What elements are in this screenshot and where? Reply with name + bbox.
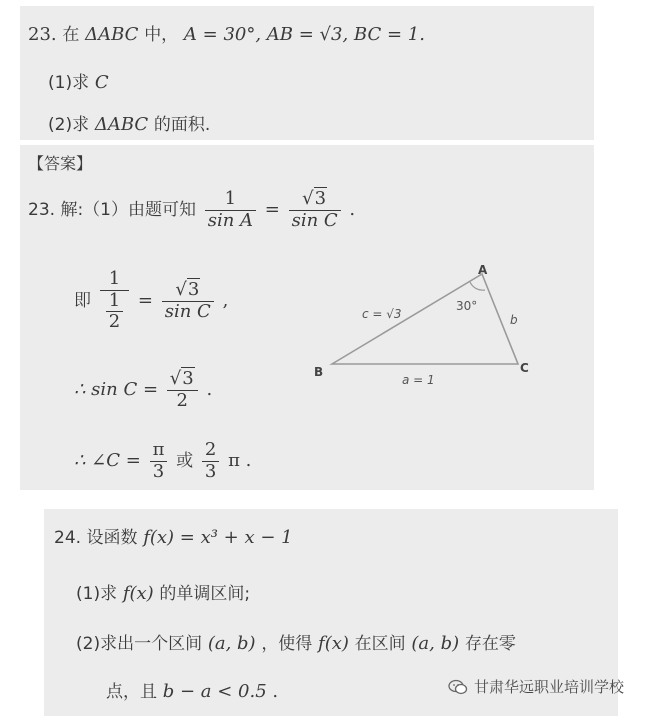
frac-numerator: 1: [108, 268, 121, 289]
wechat-icon: [448, 679, 468, 695]
fraction-2-over-3: [202, 440, 219, 482]
q23-part2-text: (2)求: [48, 115, 90, 135]
q23-number: 23.: [28, 24, 57, 45]
frac-denominator: sin C: [291, 209, 338, 231]
q24-part2-b: ，使得: [261, 634, 313, 654]
side-c-label: c = √3: [362, 307, 402, 321]
q23-statement: [28, 20, 425, 45]
side-b-label: b: [510, 313, 518, 327]
frac-numerator: π: [152, 439, 165, 460]
q23-part1: [48, 68, 109, 93]
q23-part2: [48, 110, 210, 135]
q24-part1-func: f(x): [122, 583, 154, 604]
q23-triangle-symbol: ΔABC: [85, 24, 139, 45]
sqrt-symbol: √3: [175, 278, 200, 300]
frac-numerator: 2: [204, 439, 217, 460]
answer-line1-prefix: 23. 解:（1）由题可知: [28, 200, 196, 221]
answer-header: 【答案】: [28, 154, 93, 173]
q23-part1-text: (1)求: [48, 73, 90, 93]
question-23-panel: [20, 6, 594, 140]
answer-line1: 23. 解:（1）由题可知 $\frac{1}{\text{sin A}}$ = $\frac{√3}{\text{sin C}}$ .: [28, 188, 356, 231]
frac-denominator: [100, 291, 129, 333]
fraction-sqrt3-over-2: [167, 369, 198, 411]
q24-part2-cont: [106, 677, 278, 702]
frac-denominator: 3: [204, 460, 217, 482]
angle-label: 30°: [456, 299, 478, 313]
frac-denominator: sin C: [164, 300, 211, 322]
frac-denominator: sin A: [207, 209, 254, 231]
q24-statement: [54, 523, 293, 548]
frac-numerator: [299, 189, 330, 210]
frac-denominator: 3: [152, 460, 165, 482]
angle-arc: [470, 282, 485, 290]
answer-line2: 即 $\frac{1}{\frac{1}{2}}$ = $\frac{√3}{\text{sin C}}$ ,: [74, 268, 229, 333]
q24-part2: [76, 629, 516, 654]
q23-given-conditions: A = 30°, AB = √3, BC = 1.: [183, 24, 425, 45]
sqrt-symbol: √3: [302, 188, 327, 209]
triangle-diagram: [310, 260, 550, 390]
q23-part2-end: 的面积.: [153, 115, 211, 135]
answer-line4-suffix: π .: [228, 450, 252, 472]
q24-part2-a: (2)求出一个区间: [76, 634, 203, 654]
answer-line3: ∴ sin C = $\frac{√3}{2}$ .: [74, 368, 213, 411]
fraction-1-over-half: [100, 269, 129, 333]
frac-numerator: [172, 280, 203, 301]
radicand: 3: [314, 188, 327, 209]
vertex-b-label: B: [314, 365, 324, 379]
q23-part2-triangle: ΔABC: [94, 114, 149, 135]
q23-mid-text: 中，: [144, 25, 179, 45]
q23-intro: 在: [62, 25, 80, 45]
fraction-one-half: [106, 291, 123, 333]
q24-end: .: [272, 681, 279, 702]
frac-numerator: [167, 369, 198, 390]
fraction-pi-over-3: [150, 440, 168, 482]
fraction-1-over-sinA: [205, 189, 256, 231]
q24-interval-2: (a, b): [411, 633, 460, 654]
q24-function: f(x) = x³ + x − 1: [143, 527, 293, 548]
triangle-shape: [332, 274, 518, 364]
q24-part2-func: f(x): [318, 633, 349, 654]
answer-or: 或: [176, 451, 194, 472]
frac-denominator: 2: [108, 311, 121, 333]
q24-part2-c: 在区间: [354, 634, 406, 654]
vertex-c-label: C: [520, 361, 529, 375]
radicand: 3: [182, 368, 194, 389]
q24-interval: (a, b): [207, 633, 256, 654]
q24-prefix: 24. 设函数: [54, 528, 138, 548]
q24-condition: b − a < 0.5: [162, 681, 267, 702]
q24-part2-cont-a: 点，且: [106, 682, 157, 702]
frac-numerator: 1: [224, 188, 237, 209]
vertex-a-label: A: [478, 263, 488, 277]
frac-numerator: 1: [108, 289, 121, 311]
side-a-label: a = 1: [402, 373, 435, 387]
fraction-sqrt3-over-sinC-2: [162, 280, 214, 322]
radicand: 3: [187, 278, 200, 300]
q24-part1-suffix: 的单调区间;: [159, 584, 251, 604]
q24-part1-prefix: (1)求: [76, 584, 118, 604]
q24-part1: [76, 579, 250, 604]
sqrt-symbol: √3: [169, 368, 194, 389]
answer-line4: [74, 440, 251, 482]
answer-line4-prefix: ∴ ∠C =: [74, 450, 141, 472]
q23-part1-variable: C: [94, 72, 109, 93]
answer-line2-prefix: 即: [74, 291, 91, 312]
q24-part2-d: 存在零: [464, 634, 516, 654]
fraction-sqrt3-over-sinC: [289, 189, 341, 231]
frac-denominator: 2: [176, 389, 188, 411]
answer-line3-prefix: ∴ sin C =: [74, 379, 159, 401]
watermark-text: 甘肃华远职业培训学校: [474, 678, 625, 696]
watermark: [448, 676, 624, 697]
